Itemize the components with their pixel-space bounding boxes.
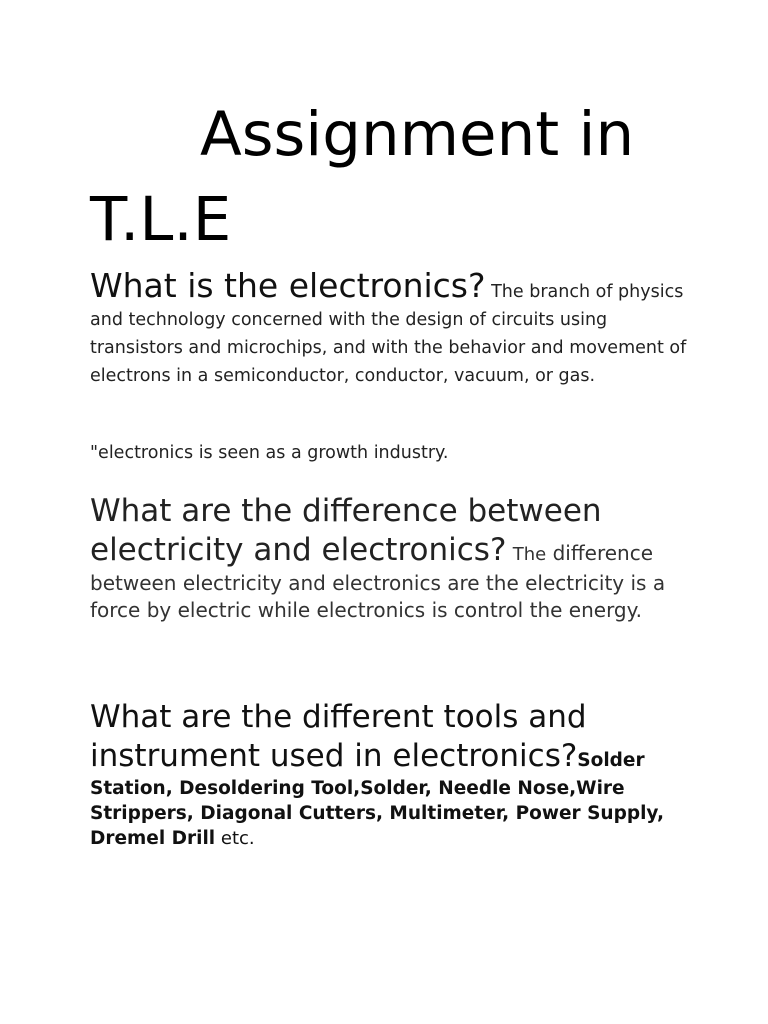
section-electronics-definition (90, 266, 690, 390)
example-quote: "electronics is seen as a growth industry. (90, 443, 449, 463)
document-title: Assignment in T.L.E (90, 99, 635, 255)
tools-list-tail: etc. (220, 828, 255, 849)
question-heading: What are the different tools and instrument used in electronics? (90, 699, 587, 774)
question-heading: What is the electronics? (90, 266, 486, 305)
tools-list: Solder Station, Desoldering Tool,Solder, Needle Nose,Wire Strippers, Diagonal Cutters, Multimeter, Power Supply, Dremel Drill (90, 750, 665, 849)
section-electricity-vs-electronics (90, 492, 700, 624)
answer-text: difference between electricity and electronics are the electricity is a force by electric while electronics is control the energy. (90, 541, 666, 622)
section-tools-and-instruments (90, 698, 700, 851)
answer-text: The branch of physics and technology concerned with the design of circuits using transistors and microchips, and with the behavior and movement of electrons in a semiconductor, conductor, vacuum, or gas. (90, 282, 687, 386)
question-heading: What are the difference between electricity and electronics? (90, 493, 602, 568)
answer-text-lead: The (512, 544, 547, 565)
